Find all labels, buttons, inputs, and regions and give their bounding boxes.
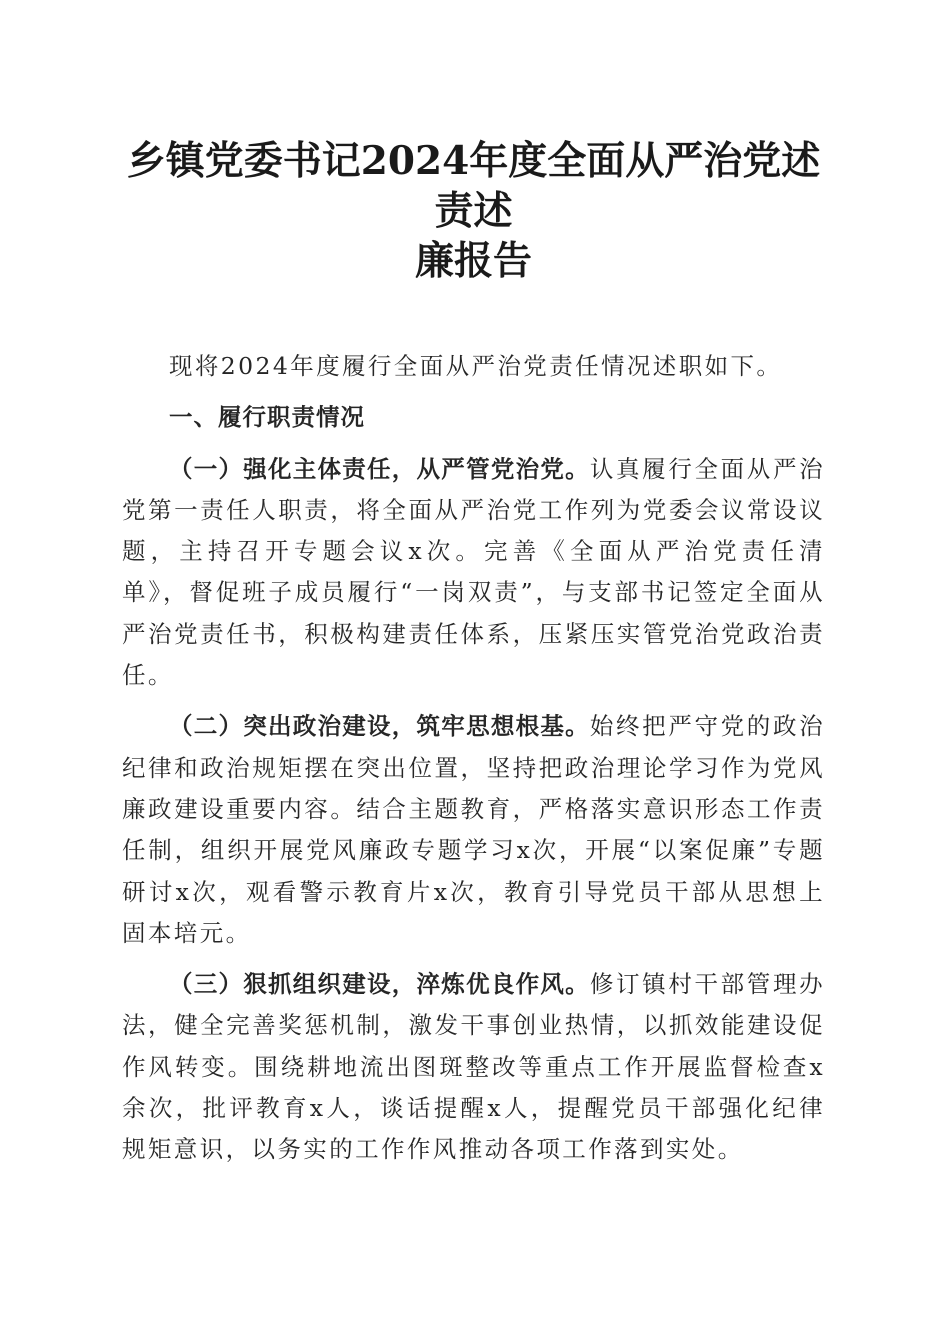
item-3-text: 修订镇村干部管理办法，健全完善奖惩机制，激发干事创业热情，以抓效能建设促作风转变。围绕耕地流出图斑整改等重点工作开展监督检查x余次，批评教育x人，谈话提醒x人，提醒党员干部强化纪律规矩意识，以务实的工作作风推动各项工作落到实处。 xyxy=(122,970,826,1164)
item-3-lead: （三）狠抓组织建设，淬炼优良作风。 xyxy=(169,970,590,999)
document-body xyxy=(122,346,825,1171)
title-line-2: 廉报告 xyxy=(414,238,532,284)
paragraph-item-2 xyxy=(122,706,825,954)
item-2-text: 始终把严守党的政治纪律和政治规矩摆在突出位置，坚持把政治理论学习作为党风廉政建设重要内容。结合主题教育，严格落实意识形态工作责任制，组织开展党风廉政专题学习x次，开展“以案促廉”专题研讨x次，观看警示教育片x次，教育引导党员干部从思想上固本培元。 xyxy=(122,712,826,947)
item-1-lead: （一）强化主体责任，从严管党治党。 xyxy=(169,454,590,483)
paragraph-item-1 xyxy=(122,449,825,697)
intro-paragraph: 现将2024年度履行全面从严治党责任情况述职如下。 xyxy=(169,352,783,380)
document-title xyxy=(114,136,833,286)
title-line-1: 乡镇党委书记2024年度全面从严治党述责述 xyxy=(126,138,821,234)
item-2-lead: （二）突出政治建设，筑牢思想根基。 xyxy=(169,712,590,741)
item-1-text: 认真履行全面从严治党第一责任人职责，将全面从严治党工作列为党委会议常设议题，主持召开专题会议x次。完善《全面从严治党责任清单》，督促班子成员履行“一岗双责”，与支部书记签定全面从严治党责任书，积极构建责任体系，压紧压实管党治党政治责任。 xyxy=(122,454,826,690)
section-heading: 一、履行职责情况 xyxy=(169,403,365,432)
paragraph-item-3 xyxy=(122,964,825,1170)
